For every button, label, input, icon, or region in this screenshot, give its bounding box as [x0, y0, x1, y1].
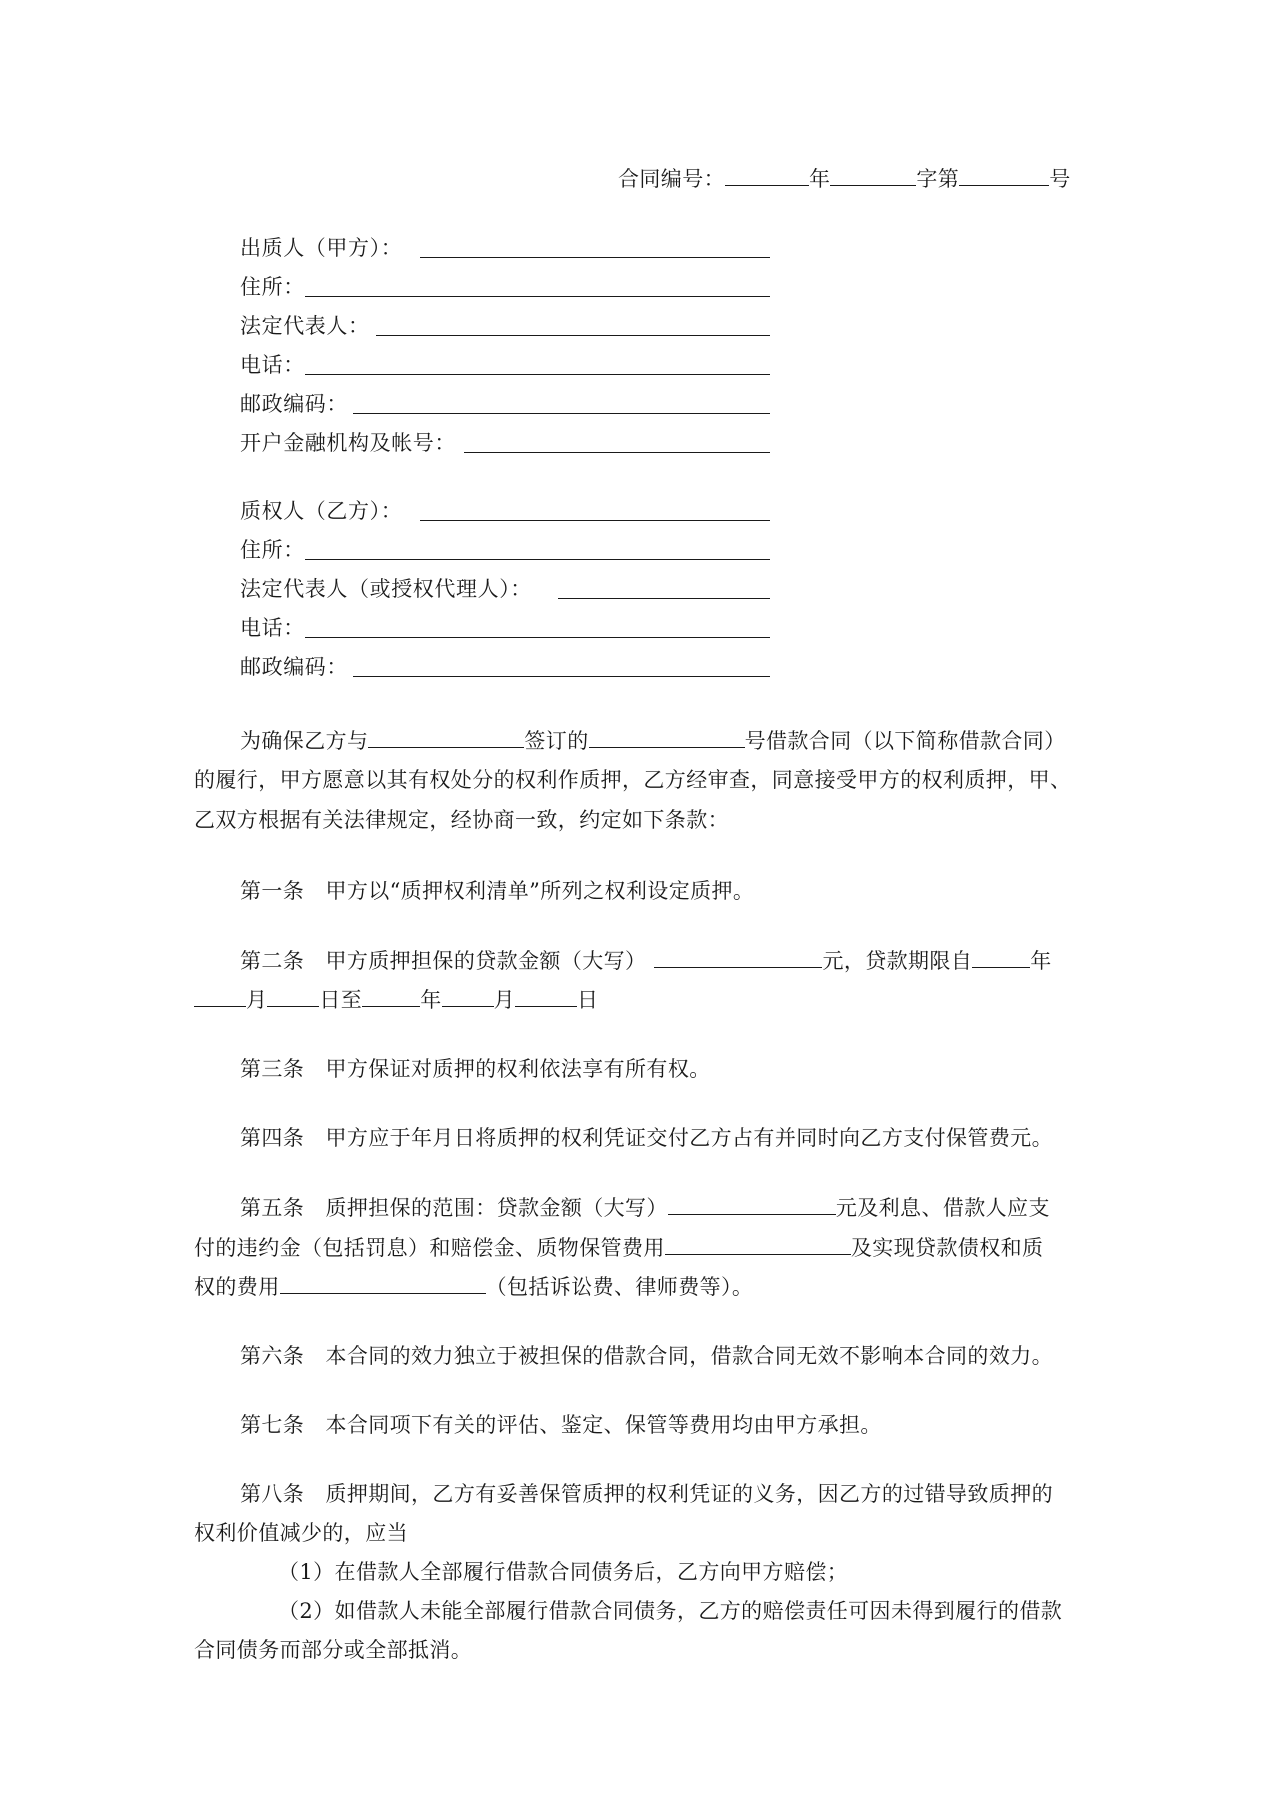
contract-zi-label: 字第	[916, 167, 960, 191]
article-1-text: 甲方以“质押权利清单”所列之权利设定质押。	[325, 879, 755, 903]
loan-start-year-blank[interactable]	[972, 945, 1030, 968]
contract-number-line	[618, 163, 1071, 194]
article-3: 第三条 甲方保证对质押的权利依法享有所有权。	[240, 1057, 711, 1081]
party-b-phone: 电话：	[240, 613, 305, 643]
article-8-line-2: 权利价值减少的，应当	[194, 1521, 408, 1545]
party-a-bank-account-blank[interactable]	[464, 452, 770, 453]
article-4: 第四条 甲方应于年月日将质押的权利凭证交付乙方占有并同时向乙方支付保管费元。	[240, 1126, 1054, 1150]
article-5-line-3: 权的费用 （包括诉讼费、律师费等）。	[194, 1271, 753, 1302]
loan-amount-blank[interactable]	[654, 945, 822, 968]
article-8-item-1: （1）在借款人全部履行借款合同债务后，乙方向甲方赔偿；	[278, 1560, 849, 1584]
party-a-phone-blank[interactable]	[305, 374, 770, 375]
party-a-address-blank[interactable]	[305, 296, 770, 297]
party-a-bank-account: 开户金融机构及帐号：	[240, 428, 456, 458]
party-b-postcode-blank[interactable]	[353, 676, 770, 677]
party-a-legal-rep-blank[interactable]	[376, 335, 770, 336]
article-2-line-2: 月 日至 年 月 日	[194, 984, 598, 1015]
party-b-pledgee: 质权人（乙方）：	[240, 496, 402, 526]
party-a-phone: 电话：	[240, 350, 305, 380]
loan-end-year-blank[interactable]	[362, 984, 420, 1007]
party-b-address-blank[interactable]	[305, 559, 770, 560]
party-a-pledgor: 出质人（甲方）：	[240, 233, 402, 263]
loan-end-day-blank[interactable]	[515, 984, 577, 1007]
contract-number-label: 合同编号：	[618, 167, 725, 191]
loan-start-month-blank[interactable]	[194, 984, 246, 1007]
article-1	[240, 876, 754, 906]
party-b-phone-blank[interactable]	[305, 637, 770, 638]
article-6: 第六条 本合同的效力独立于被担保的借款合同，借款合同无效不影响本合同的效力。	[240, 1344, 1054, 1368]
intro-line-3: 乙双方根据有关法律规定，经协商一致，约定如下条款：	[194, 808, 729, 832]
article-8-line-1: 第八条 质押期间，乙方有妥善保管质押的权利凭证的义务，因乙方的过错导致质押的	[240, 1482, 1054, 1506]
party-a-pledgor-blank[interactable]	[420, 257, 770, 258]
contract-zi-blank	[830, 163, 916, 186]
article-5-line-1: 第五条 质押担保的范围：贷款金额（大写） 元及利息、借款人应支	[240, 1192, 1050, 1223]
party-b-pledgee-blank[interactable]	[420, 520, 770, 521]
intro-line-2: 的履行，甲方愿意以其有权处分的权利作质押，乙方经审查，同意接受甲方的权利质押，甲、	[194, 768, 1072, 792]
contract-year-blank	[725, 163, 809, 186]
party-a-address: 住所：	[240, 272, 305, 302]
intro-party-blank[interactable]	[368, 725, 524, 748]
party-b-legal-rep-blank[interactable]	[558, 598, 770, 599]
article-7: 第七条 本合同项下有关的评估、鉴定、保管等费用均由甲方承担。	[240, 1413, 882, 1437]
realization-cost-blank[interactable]	[280, 1271, 486, 1294]
party-b-legal-rep: 法定代表人（或授权代理人）：	[240, 574, 532, 604]
loan-end-month-blank[interactable]	[442, 984, 494, 1007]
party-b-address: 住所：	[240, 535, 305, 565]
contract-hao-blank	[959, 163, 1049, 186]
party-b-postcode: 邮政编码：	[240, 652, 348, 682]
article-8-item-2b: 合同债务而部分或全部抵消。	[194, 1638, 473, 1662]
intro-contract-no-blank[interactable]	[589, 725, 745, 748]
contract-hao-label: 号	[1049, 167, 1071, 191]
custody-fee-blank[interactable]	[665, 1232, 851, 1255]
contract-year-label: 年	[809, 167, 831, 191]
article-5-line-2: 付的违约金（包括罚息）和赔偿金、质物保管费用 及实现贷款债权和质	[194, 1232, 1043, 1263]
party-a-postcode: 邮政编码：	[240, 389, 348, 419]
loan-start-day-blank[interactable]	[267, 984, 319, 1007]
article-2-line-1: 第二条 甲方质押担保的贷款金额（大写） 元，贷款期限自 年	[240, 945, 1052, 976]
intro-line-1: 为确保乙方与 签订的 号借款合同（以下简称借款合同）	[240, 725, 1066, 756]
article-1-label: 第一条	[240, 879, 305, 903]
article-8-item-2a: （2）如借款人未能全部履行借款合同债务，乙方的赔偿责任可因未得到履行的借款	[278, 1599, 1063, 1623]
party-a-legal-rep: 法定代表人：	[240, 311, 370, 341]
party-a-postcode-blank[interactable]	[353, 413, 770, 414]
guarantee-amount-blank[interactable]	[668, 1192, 836, 1215]
